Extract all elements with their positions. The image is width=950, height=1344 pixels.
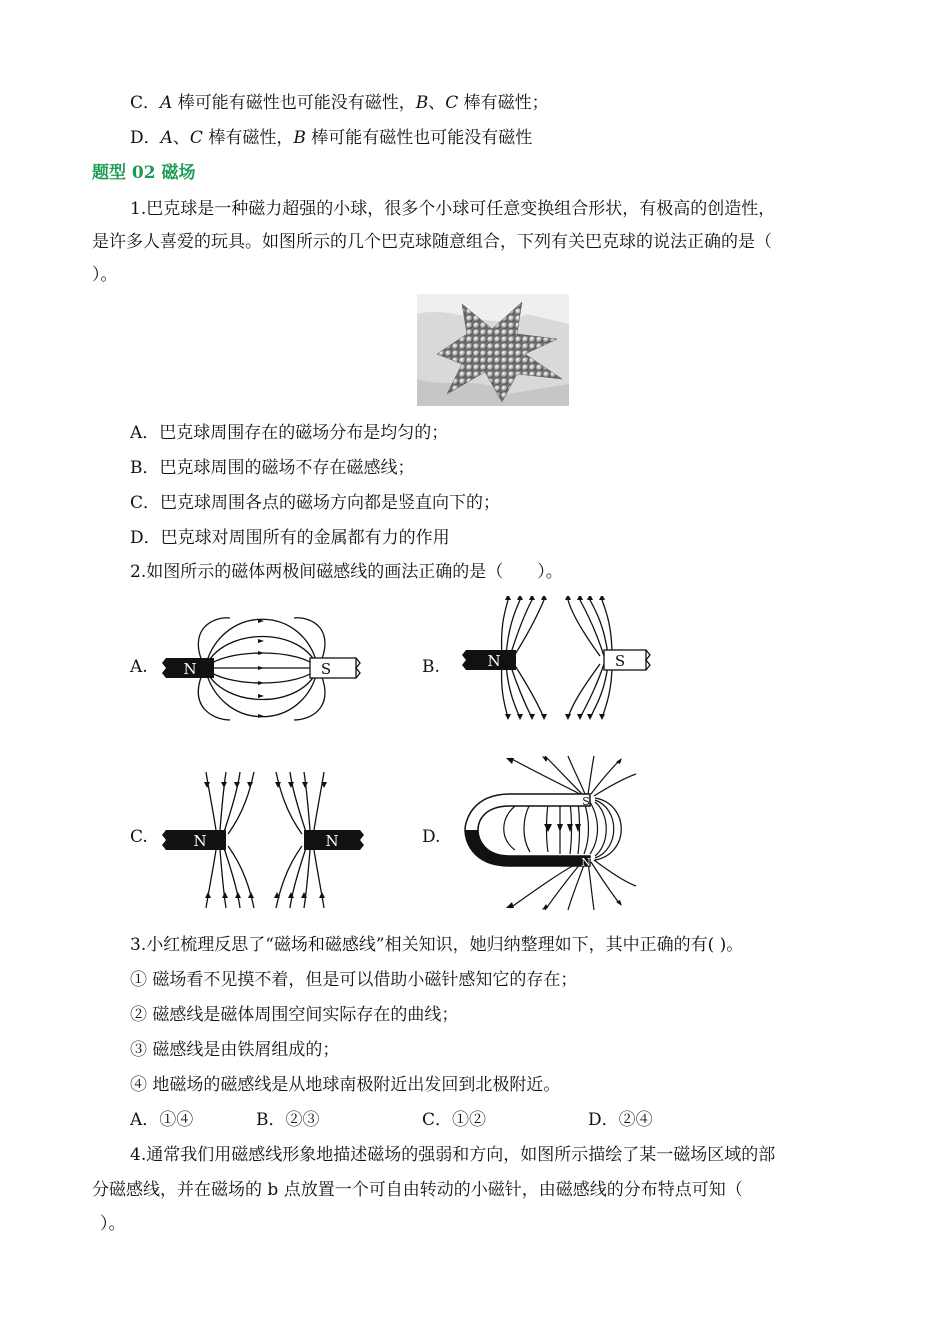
q3-option-c: C．①② <box>422 1110 487 1130</box>
q2-b-pole-n: N <box>487 652 501 670</box>
q2-label-d: D. <box>422 827 441 847</box>
q4-stem-line-1: 4.通常我们用磁感线形象地描述磁场的强弱和方向，如图所示描绘了某一磁场区域的部 <box>130 1145 776 1165</box>
q2-c-pole-right: N <box>325 832 339 850</box>
q1-option-a: A．巴克球周围存在的磁场分布是均匀的； <box>130 423 449 443</box>
q1-stem-line-1: 1.巴克球是一种磁力超强的小球，很多个小球可任意变换组合形状，有极高的创造性， <box>130 199 776 219</box>
q3-option-a: A．①④ <box>130 1110 194 1130</box>
q3-statement-3: ③ 磁感线是由铁屑组成的； <box>130 1040 340 1060</box>
q2-figure-b <box>460 596 655 724</box>
q3-statement-2: ② 磁感线是磁体周围空间实际存在的曲线； <box>130 1005 459 1025</box>
q2-label-b: B. <box>422 657 440 677</box>
q1-stem-line-2: 是许多人喜爱的玩具。如图所示的几个巴克球随意组合，下列有关巴克球的说法正确的是（ <box>92 232 772 252</box>
q2-c-pole-left: N <box>193 832 207 850</box>
q2-d-pole-s: S <box>582 795 590 808</box>
section-heading: 题型 02 磁场 <box>92 163 196 183</box>
q2-figure-a <box>160 608 365 734</box>
q2-b-pole-s: S <box>614 652 626 670</box>
bucky-balls-photo <box>417 294 569 406</box>
q3-statement-4: ④ 地磁场的磁感线是从地球南极附近出发回到北极附近。 <box>130 1075 561 1095</box>
q4-stem-line-3: ）。 <box>100 1214 126 1234</box>
q4-stem-line-2: 分磁感线，并在磁场的 b 点放置一个可自由转动的小磁针，由磁感线的分布特点可知（ <box>92 1180 743 1200</box>
q1-option-c: C．巴克球周围各点的磁场方向都是竖直向下的； <box>130 493 501 513</box>
q2-label-c: C. <box>130 827 148 847</box>
q2-d-pole-n: N <box>581 856 591 869</box>
option-c-prev: C．A 棒可能有磁性也可能没有磁性，B、C 棒有磁性； <box>130 93 549 113</box>
q1-stem-line-3: ）。 <box>92 265 118 285</box>
q2-figure-d <box>460 754 650 914</box>
q2-a-pole-n: N <box>183 660 197 678</box>
q3-option-b: B．②③ <box>256 1110 320 1130</box>
q1-option-b: B．巴克球周围的磁场不存在磁感线； <box>130 458 415 478</box>
q3-stem: 3.小红梳理反思了“磁场和磁感线”相关知识，她归纳整理如下，其中正确的有( )。 <box>130 935 744 955</box>
q3-statement-1: ① 磁场看不见摸不着，但是可以借助小磁针感知它的存在； <box>130 970 578 990</box>
q1-option-d: D．巴克球对周围所有的金属都有力的作用 <box>130 528 450 548</box>
q2-figure-c <box>160 770 370 910</box>
q2-a-pole-s: S <box>320 660 332 678</box>
q2-label-a: A. <box>130 657 148 677</box>
q3-option-d: D．②④ <box>588 1110 653 1130</box>
option-d-prev: D．A、C 棒有磁性，B 棒可能有磁性也可能没有磁性 <box>130 128 533 148</box>
q2-stem: 2.如图所示的磁体两极间磁感线的画法正确的是（ ）。 <box>130 562 563 582</box>
